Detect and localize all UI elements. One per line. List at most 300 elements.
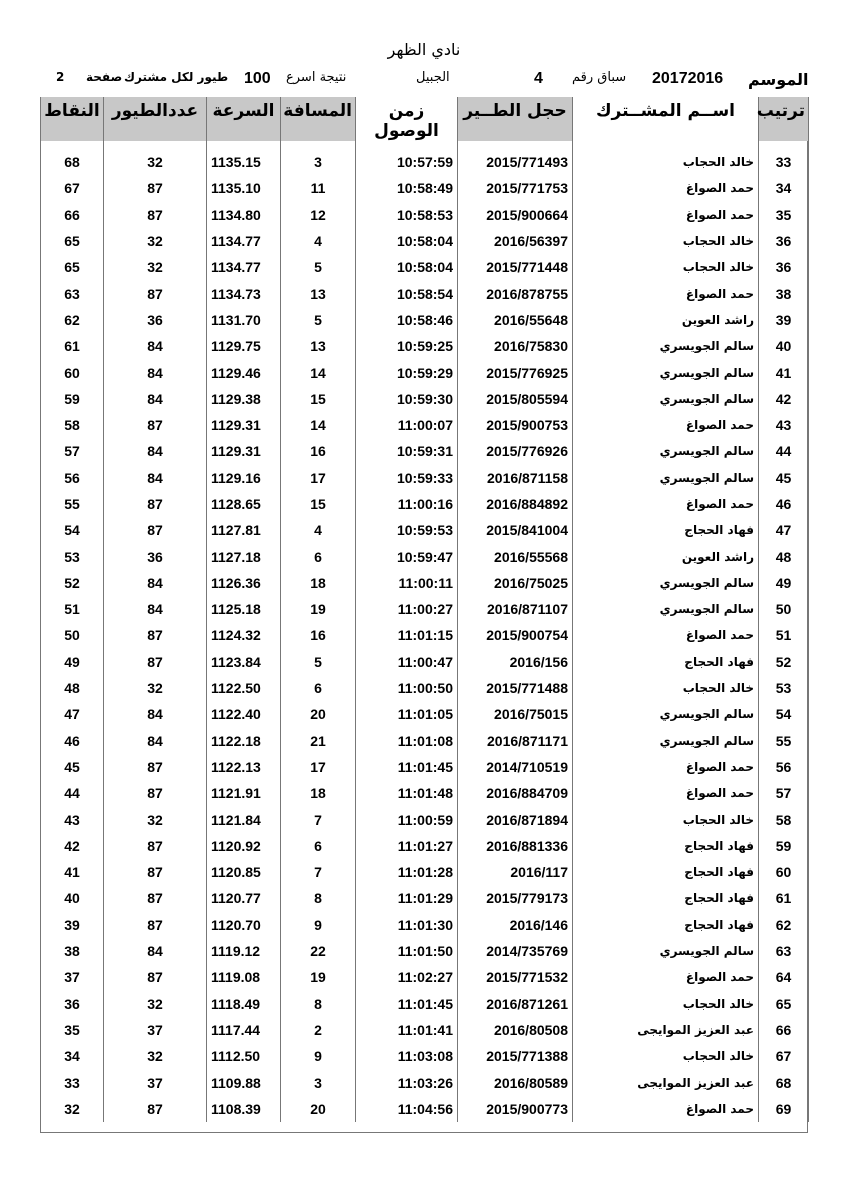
table-row bbox=[41, 622, 809, 648]
cell-distance: 6 bbox=[281, 675, 356, 701]
cell-speed: 1127.81 bbox=[207, 517, 281, 543]
col-speed-header: السرعة bbox=[207, 97, 281, 141]
cell-ring: 2015/771488 bbox=[458, 675, 573, 701]
cell-time: 11:01:45 bbox=[356, 991, 458, 1017]
cell-birds: 87 bbox=[104, 517, 207, 543]
cell-points: 32 bbox=[41, 1096, 104, 1122]
cell-name: فهاد الحجاج bbox=[573, 885, 759, 911]
cell-birds: 84 bbox=[104, 465, 207, 491]
cell-ring: 2015/841004 bbox=[458, 517, 573, 543]
cell-time: 10:59:25 bbox=[356, 333, 458, 359]
cell-points: 34 bbox=[41, 1043, 104, 1069]
cell-name: فهاد الحجاج bbox=[573, 649, 759, 675]
cell-points: 49 bbox=[41, 649, 104, 675]
cell-rank: 51 bbox=[759, 622, 809, 648]
cell-distance: 14 bbox=[281, 359, 356, 385]
cell-points: 38 bbox=[41, 938, 104, 964]
table-row bbox=[41, 175, 809, 201]
cell-distance: 15 bbox=[281, 491, 356, 517]
cell-speed: 1125.18 bbox=[207, 596, 281, 622]
cell-speed: 1117.44 bbox=[207, 1017, 281, 1043]
race-label: سباق رقم bbox=[572, 70, 627, 85]
cell-rank: 55 bbox=[759, 728, 809, 754]
cell-speed: 1122.50 bbox=[207, 675, 281, 701]
cell-time: 11:01:29 bbox=[356, 885, 458, 911]
cell-time: 10:57:59 bbox=[356, 149, 458, 175]
cell-speed: 1128.65 bbox=[207, 491, 281, 517]
cell-ring: 2016/80589 bbox=[458, 1069, 573, 1095]
cell-time: 11:01:08 bbox=[356, 728, 458, 754]
cell-time: 11:01:48 bbox=[356, 780, 458, 806]
cell-name: سالم الجويسري bbox=[573, 333, 759, 359]
cell-speed: 1122.18 bbox=[207, 728, 281, 754]
table-row bbox=[41, 912, 809, 938]
cell-name: حمد الصواغ bbox=[573, 622, 759, 648]
cell-speed: 1134.73 bbox=[207, 280, 281, 306]
header-spacer bbox=[41, 141, 809, 149]
cell-time: 10:58:53 bbox=[356, 202, 458, 228]
cell-ring: 2015/900753 bbox=[458, 412, 573, 438]
cell-points: 63 bbox=[41, 280, 104, 306]
cell-distance: 9 bbox=[281, 1043, 356, 1069]
cell-rank: 45 bbox=[759, 465, 809, 491]
cell-speed: 1108.39 bbox=[207, 1096, 281, 1122]
cell-birds: 32 bbox=[104, 675, 207, 701]
cell-rank: 42 bbox=[759, 386, 809, 412]
cell-speed: 1120.85 bbox=[207, 859, 281, 885]
col-ring-header: حجل الطــير bbox=[458, 97, 573, 141]
col-distance-header: المسافة bbox=[281, 97, 356, 141]
cell-ring: 2016/884709 bbox=[458, 780, 573, 806]
cell-distance: 18 bbox=[281, 780, 356, 806]
cell-ring: 2016/156 bbox=[458, 649, 573, 675]
cell-distance: 6 bbox=[281, 543, 356, 569]
cell-points: 47 bbox=[41, 701, 104, 727]
table-row bbox=[41, 728, 809, 754]
cell-name: حمد الصواغ bbox=[573, 202, 759, 228]
cell-distance: 21 bbox=[281, 728, 356, 754]
cell-name: حمد الصواغ bbox=[573, 1096, 759, 1122]
cell-speed: 1126.36 bbox=[207, 570, 281, 596]
table-row bbox=[41, 202, 809, 228]
cell-distance: 8 bbox=[281, 991, 356, 1017]
cell-distance: 5 bbox=[281, 307, 356, 333]
cell-rank: 52 bbox=[759, 649, 809, 675]
cell-points: 36 bbox=[41, 991, 104, 1017]
cell-name: حمد الصواغ bbox=[573, 175, 759, 201]
table-row bbox=[41, 649, 809, 675]
cell-rank: 68 bbox=[759, 1069, 809, 1095]
cell-points: 43 bbox=[41, 806, 104, 832]
cell-time: 11:02:27 bbox=[356, 964, 458, 990]
cell-points: 68 bbox=[41, 149, 104, 175]
cell-rank: 49 bbox=[759, 570, 809, 596]
cell-points: 54 bbox=[41, 517, 104, 543]
cell-distance: 9 bbox=[281, 912, 356, 938]
cell-speed: 1131.70 bbox=[207, 307, 281, 333]
cell-birds: 37 bbox=[104, 1017, 207, 1043]
cell-ring: 2016/56397 bbox=[458, 228, 573, 254]
table-row bbox=[41, 491, 809, 517]
cell-birds: 32 bbox=[104, 991, 207, 1017]
cell-speed: 1120.77 bbox=[207, 885, 281, 911]
page-label: صفحة bbox=[86, 70, 123, 84]
cell-name: حمد الصواغ bbox=[573, 412, 759, 438]
cell-points: 58 bbox=[41, 412, 104, 438]
season-label: الموسم bbox=[748, 72, 809, 89]
cell-rank: 43 bbox=[759, 412, 809, 438]
cell-distance: 13 bbox=[281, 333, 356, 359]
cell-birds: 87 bbox=[104, 754, 207, 780]
table-row bbox=[41, 885, 809, 911]
cell-distance: 11 bbox=[281, 175, 356, 201]
cell-rank: 60 bbox=[759, 859, 809, 885]
cell-name: سالم الجويسري bbox=[573, 938, 759, 964]
cell-points: 57 bbox=[41, 438, 104, 464]
cell-name: خالد الحجاب bbox=[573, 228, 759, 254]
cell-name: راشد العوين bbox=[573, 543, 759, 569]
table-row bbox=[41, 228, 809, 254]
club-title: نادي الظهر bbox=[387, 40, 461, 59]
cell-speed: 1121.84 bbox=[207, 806, 281, 832]
cell-time: 10:59:31 bbox=[356, 438, 458, 464]
cell-name: عبد العزيز الموايجى bbox=[573, 1069, 759, 1095]
cell-birds: 87 bbox=[104, 964, 207, 990]
cell-name: خالد الحجاب bbox=[573, 254, 759, 280]
cell-birds: 84 bbox=[104, 596, 207, 622]
cell-time: 10:59:29 bbox=[356, 359, 458, 385]
cell-time: 11:01:50 bbox=[356, 938, 458, 964]
cell-birds: 32 bbox=[104, 228, 207, 254]
cell-points: 42 bbox=[41, 833, 104, 859]
cell-rank: 47 bbox=[759, 517, 809, 543]
cell-name: خالد الحجاب bbox=[573, 149, 759, 175]
table-row bbox=[41, 333, 809, 359]
cell-rank: 41 bbox=[759, 359, 809, 385]
cell-points: 62 bbox=[41, 307, 104, 333]
cell-name: سالم الجويسري bbox=[573, 465, 759, 491]
race-number: 4 bbox=[534, 70, 543, 87]
cell-rank: 46 bbox=[759, 491, 809, 517]
cell-speed: 1135.10 bbox=[207, 175, 281, 201]
cell-ring: 2015/900754 bbox=[458, 622, 573, 648]
cell-name: راشد العوين bbox=[573, 307, 759, 333]
cell-rank: 44 bbox=[759, 438, 809, 464]
cell-distance: 8 bbox=[281, 885, 356, 911]
cell-speed: 1109.88 bbox=[207, 1069, 281, 1095]
cell-birds: 87 bbox=[104, 491, 207, 517]
cell-rank: 50 bbox=[759, 596, 809, 622]
cell-ring: 2016/871171 bbox=[458, 728, 573, 754]
cell-birds: 84 bbox=[104, 570, 207, 596]
cell-ring: 2016/871158 bbox=[458, 465, 573, 491]
cell-distance: 3 bbox=[281, 149, 356, 175]
cell-points: 61 bbox=[41, 333, 104, 359]
cell-time: 11:01:45 bbox=[356, 754, 458, 780]
cell-name: سالم الجويسري bbox=[573, 438, 759, 464]
page-number: 2 bbox=[56, 70, 65, 84]
cell-points: 66 bbox=[41, 202, 104, 228]
table-row bbox=[41, 517, 809, 543]
cell-ring: 2015/771493 bbox=[458, 149, 573, 175]
cell-ring: 2016/871107 bbox=[458, 596, 573, 622]
cell-rank: 48 bbox=[759, 543, 809, 569]
cell-distance: 22 bbox=[281, 938, 356, 964]
cell-points: 48 bbox=[41, 675, 104, 701]
cell-rank: 36 bbox=[759, 228, 809, 254]
cell-time: 11:01:41 bbox=[356, 1017, 458, 1043]
cell-speed: 1135.15 bbox=[207, 149, 281, 175]
col-rank-header: ترتيب bbox=[759, 97, 809, 141]
table-row bbox=[41, 543, 809, 569]
results-table bbox=[40, 97, 809, 1122]
cell-distance: 16 bbox=[281, 622, 356, 648]
cell-ring: 2015/771448 bbox=[458, 254, 573, 280]
cell-time: 11:01:30 bbox=[356, 912, 458, 938]
cell-birds: 32 bbox=[104, 1043, 207, 1069]
cell-points: 35 bbox=[41, 1017, 104, 1043]
cell-name: خالد الحجاب bbox=[573, 675, 759, 701]
cell-distance: 18 bbox=[281, 570, 356, 596]
cell-distance: 19 bbox=[281, 596, 356, 622]
cell-distance: 5 bbox=[281, 254, 356, 280]
cell-ring: 2015/779173 bbox=[458, 885, 573, 911]
cell-ring: 2016/75015 bbox=[458, 701, 573, 727]
table-header bbox=[41, 97, 809, 141]
cell-ring: 2016/871261 bbox=[458, 991, 573, 1017]
cell-ring: 2016/878755 bbox=[458, 280, 573, 306]
table-row bbox=[41, 1043, 809, 1069]
cell-birds: 87 bbox=[104, 175, 207, 201]
cell-name: حمد الصواغ bbox=[573, 754, 759, 780]
cell-points: 52 bbox=[41, 570, 104, 596]
cell-distance: 13 bbox=[281, 280, 356, 306]
cell-points: 37 bbox=[41, 964, 104, 990]
cell-distance: 3 bbox=[281, 1069, 356, 1095]
cell-rank: 35 bbox=[759, 202, 809, 228]
cell-name: حمد الصواغ bbox=[573, 491, 759, 517]
cell-time: 11:01:05 bbox=[356, 701, 458, 727]
table-row bbox=[41, 386, 809, 412]
cell-time: 10:59:33 bbox=[356, 465, 458, 491]
cell-speed: 1119.08 bbox=[207, 964, 281, 990]
cell-birds: 84 bbox=[104, 386, 207, 412]
cell-rank: 69 bbox=[759, 1096, 809, 1122]
cell-time: 10:58:54 bbox=[356, 280, 458, 306]
cell-time: 11:00:16 bbox=[356, 491, 458, 517]
table-row bbox=[41, 412, 809, 438]
cell-name: سالم الجويسري bbox=[573, 701, 759, 727]
cell-ring: 2015/900664 bbox=[458, 202, 573, 228]
table-row bbox=[41, 754, 809, 780]
cell-distance: 5 bbox=[281, 649, 356, 675]
cell-ring: 2015/776926 bbox=[458, 438, 573, 464]
cell-name: سالم الجويسري bbox=[573, 570, 759, 596]
table-row bbox=[41, 806, 809, 832]
table-row bbox=[41, 465, 809, 491]
cell-ring: 2015/776925 bbox=[458, 359, 573, 385]
cell-time: 11:01:27 bbox=[356, 833, 458, 859]
cell-birds: 84 bbox=[104, 938, 207, 964]
cell-points: 67 bbox=[41, 175, 104, 201]
cell-rank: 65 bbox=[759, 991, 809, 1017]
cell-name: حمد الصواغ bbox=[573, 280, 759, 306]
cell-birds: 87 bbox=[104, 280, 207, 306]
table-row bbox=[41, 701, 809, 727]
cell-points: 39 bbox=[41, 912, 104, 938]
cell-points: 53 bbox=[41, 543, 104, 569]
cell-distance: 17 bbox=[281, 465, 356, 491]
cell-rank: 67 bbox=[759, 1043, 809, 1069]
cell-time: 11:00:07 bbox=[356, 412, 458, 438]
cell-ring: 2016/146 bbox=[458, 912, 573, 938]
location: الجبيل bbox=[416, 70, 450, 85]
cell-speed: 1129.75 bbox=[207, 333, 281, 359]
col-birds-header: عددالطيور bbox=[104, 97, 207, 141]
cell-time: 11:01:15 bbox=[356, 622, 458, 648]
cell-points: 56 bbox=[41, 465, 104, 491]
cell-ring: 2016/75830 bbox=[458, 333, 573, 359]
table-row bbox=[41, 1017, 809, 1043]
cell-speed: 1134.77 bbox=[207, 228, 281, 254]
cell-name: خالد الحجاب bbox=[573, 1043, 759, 1069]
cell-speed: 1119.12 bbox=[207, 938, 281, 964]
cell-rank: 57 bbox=[759, 780, 809, 806]
cell-points: 59 bbox=[41, 386, 104, 412]
cell-name: حمد الصواغ bbox=[573, 780, 759, 806]
cell-speed: 1118.49 bbox=[207, 991, 281, 1017]
cell-points: 40 bbox=[41, 885, 104, 911]
cell-birds: 84 bbox=[104, 701, 207, 727]
cell-birds: 87 bbox=[104, 912, 207, 938]
cell-distance: 16 bbox=[281, 438, 356, 464]
cell-distance: 7 bbox=[281, 859, 356, 885]
cell-distance: 4 bbox=[281, 228, 356, 254]
cell-speed: 1129.16 bbox=[207, 465, 281, 491]
cell-speed: 1129.38 bbox=[207, 386, 281, 412]
cell-name: فهاد الحجاج bbox=[573, 517, 759, 543]
fastest-count: 100 bbox=[244, 70, 271, 87]
table-row bbox=[41, 596, 809, 622]
cell-distance: 12 bbox=[281, 202, 356, 228]
cell-points: 65 bbox=[41, 228, 104, 254]
cell-rank: 54 bbox=[759, 701, 809, 727]
cell-ring: 2016/55568 bbox=[458, 543, 573, 569]
cell-ring: 2015/805594 bbox=[458, 386, 573, 412]
cell-rank: 39 bbox=[759, 307, 809, 333]
cell-speed: 1134.80 bbox=[207, 202, 281, 228]
cell-distance: 19 bbox=[281, 964, 356, 990]
cell-time: 11:00:59 bbox=[356, 806, 458, 832]
cell-rank: 34 bbox=[759, 175, 809, 201]
cell-points: 55 bbox=[41, 491, 104, 517]
cell-birds: 84 bbox=[104, 333, 207, 359]
cell-points: 46 bbox=[41, 728, 104, 754]
table-row bbox=[41, 1069, 809, 1095]
cell-time: 10:59:30 bbox=[356, 386, 458, 412]
cell-points: 44 bbox=[41, 780, 104, 806]
cell-birds: 87 bbox=[104, 649, 207, 675]
cell-distance: 17 bbox=[281, 754, 356, 780]
season-value: 20172016 bbox=[652, 70, 724, 87]
cell-birds: 36 bbox=[104, 307, 207, 333]
cell-birds: 84 bbox=[104, 359, 207, 385]
cell-points: 45 bbox=[41, 754, 104, 780]
cell-rank: 40 bbox=[759, 333, 809, 359]
cell-distance: 2 bbox=[281, 1017, 356, 1043]
cell-points: 65 bbox=[41, 254, 104, 280]
table-row bbox=[41, 964, 809, 990]
cell-speed: 1122.13 bbox=[207, 754, 281, 780]
cell-speed: 1134.77 bbox=[207, 254, 281, 280]
cell-birds: 87 bbox=[104, 1096, 207, 1122]
cell-speed: 1129.31 bbox=[207, 412, 281, 438]
cell-birds: 32 bbox=[104, 254, 207, 280]
cell-birds: 36 bbox=[104, 543, 207, 569]
col-time-header: زمن الوصول bbox=[356, 97, 458, 141]
cell-points: 51 bbox=[41, 596, 104, 622]
cell-birds: 84 bbox=[104, 438, 207, 464]
cell-time: 10:58:04 bbox=[356, 228, 458, 254]
cell-points: 50 bbox=[41, 622, 104, 648]
cell-ring: 2016/55648 bbox=[458, 307, 573, 333]
table-row bbox=[41, 859, 809, 885]
cell-ring: 2016/75025 bbox=[458, 570, 573, 596]
cell-rank: 62 bbox=[759, 912, 809, 938]
cell-time: 11:00:11 bbox=[356, 570, 458, 596]
cell-ring: 2015/771388 bbox=[458, 1043, 573, 1069]
cell-rank: 64 bbox=[759, 964, 809, 990]
table-row bbox=[41, 570, 809, 596]
cell-rank: 36 bbox=[759, 254, 809, 280]
cell-birds: 87 bbox=[104, 833, 207, 859]
cell-speed: 1129.31 bbox=[207, 438, 281, 464]
cell-speed: 1124.32 bbox=[207, 622, 281, 648]
cell-time: 10:58:49 bbox=[356, 175, 458, 201]
cell-birds: 87 bbox=[104, 885, 207, 911]
cell-name: سالم الجويسري bbox=[573, 596, 759, 622]
cell-distance: 14 bbox=[281, 412, 356, 438]
cell-name: خالد الحجاب bbox=[573, 991, 759, 1017]
cell-speed: 1120.70 bbox=[207, 912, 281, 938]
cell-name: خالد الحجاب bbox=[573, 806, 759, 832]
cell-rank: 59 bbox=[759, 833, 809, 859]
table-row bbox=[41, 938, 809, 964]
results-body bbox=[41, 141, 809, 1122]
cell-birds: 37 bbox=[104, 1069, 207, 1095]
cell-time: 11:03:26 bbox=[356, 1069, 458, 1095]
col-points-header: النقاط bbox=[41, 97, 104, 141]
table-row bbox=[41, 254, 809, 280]
cell-rank: 56 bbox=[759, 754, 809, 780]
cell-name: سالم الجويسري bbox=[573, 386, 759, 412]
cell-rank: 63 bbox=[759, 938, 809, 964]
cell-ring: 2016/881336 bbox=[458, 833, 573, 859]
table-row bbox=[41, 1096, 809, 1122]
cell-time: 11:00:50 bbox=[356, 675, 458, 701]
per-member-label: طيور لكل مشترك bbox=[124, 70, 229, 84]
cell-name: فهاد الحجاج bbox=[573, 912, 759, 938]
cell-ring: 2015/900773 bbox=[458, 1096, 573, 1122]
cell-birds: 87 bbox=[104, 859, 207, 885]
cell-time: 11:04:56 bbox=[356, 1096, 458, 1122]
cell-ring: 2014/710519 bbox=[458, 754, 573, 780]
fastest-label: نتيجة اسرع bbox=[286, 70, 347, 85]
cell-distance: 20 bbox=[281, 701, 356, 727]
cell-time: 10:59:53 bbox=[356, 517, 458, 543]
cell-speed: 1120.92 bbox=[207, 833, 281, 859]
cell-ring: 2016/117 bbox=[458, 859, 573, 885]
